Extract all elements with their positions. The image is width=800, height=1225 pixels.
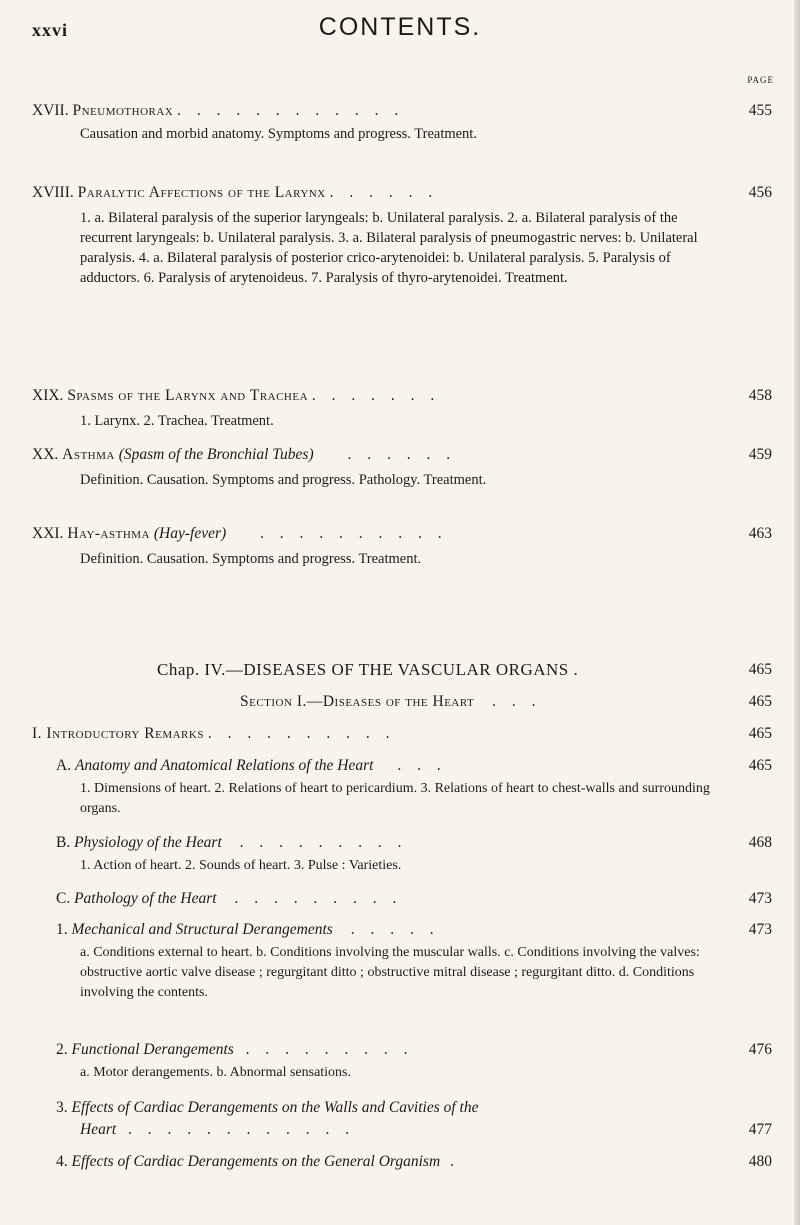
- entry-subtitle: (Hay-fever): [153, 525, 227, 542]
- entry-page: 458: [748, 387, 772, 404]
- subentry-description: a. Motor derangements. b. Abnormal sensations.: [80, 1065, 352, 1080]
- entry-description: Definition. Causation. Symptoms and progress. Pathology. Treatment.: [80, 472, 487, 488]
- entry-page: 455: [748, 102, 772, 119]
- subentry-title: Effects of Cardiac Derangements on the General Organism: [71, 1153, 441, 1170]
- toc-subentry: [56, 920, 440, 940]
- entry-subtitle: (Spasm of the Bronchial Tubes): [118, 446, 314, 463]
- subentry-description: 1. Dimensions of heart. 2. Relations of heart to pericardium. 3. Relations of heart to chest-walls and surrounding organs.: [80, 781, 710, 816]
- section-title: Section I.—Diseases of the Heart: [240, 693, 475, 710]
- entry-title: Spasms of the Larynx and Trachea: [67, 387, 309, 404]
- subentry-title-continued: Heart: [80, 1121, 117, 1138]
- subentry-page: 476: [748, 1041, 772, 1058]
- chapter-heading: [157, 660, 578, 680]
- entry-number: XVII.: [32, 102, 69, 119]
- subentry-letter: B.: [56, 834, 71, 851]
- page-column-label: PAGE: [747, 75, 774, 85]
- entry-number: XVIII.: [32, 184, 74, 201]
- entry-description: 1. a. Bilateral paralysis of the superior laryngeals: b. Unilateral paralysis. 2. a. Bilateral paralysis of the recurrent laryngeals: b. Unilateral paralysis. 3. a. Bilateral paralysis of pneumogastric nerves: b. Unilateral paralysis. 4. a. Bilateral paralysis of posterior crico-arytenoidei: b. Unilateral paralysis. 5. Paralysis of adductors. 6. Paralysis of arytenoideus. 7. Paralysis of thyro-arytenoidei. Treatment.: [80, 210, 698, 286]
- subentry-letter: 1.: [56, 921, 68, 938]
- toc-entry: [32, 724, 395, 744]
- toc-subentry-continued: [80, 1120, 355, 1140]
- leader-dots: . . . . . . . . . . . .: [128, 1121, 356, 1138]
- leader-dots: . . . . . . . . .: [239, 834, 408, 851]
- subentry-page: 473: [748, 921, 772, 938]
- entry-number: XXI.: [32, 525, 64, 542]
- entry-title: Pneumothorax: [72, 102, 174, 119]
- subentry-title: Physiology of the Heart: [74, 834, 222, 851]
- entry-page: 456: [748, 184, 772, 201]
- leader-dots: . . . . . . . . . .: [207, 725, 396, 742]
- leader-dots: . . . . .: [350, 921, 440, 938]
- subentry-page: 465: [748, 757, 772, 774]
- leader-dots: . . . . . .: [347, 446, 457, 463]
- entry-title: Paralytic Affections of the Larynx: [77, 184, 326, 201]
- page-edge-shadow: [794, 0, 800, 1225]
- subentry-title: Functional Derangements: [71, 1041, 234, 1058]
- toc-entry: [32, 524, 448, 544]
- entry-title: Hay-asthma: [67, 525, 150, 542]
- entry-number: XX.: [32, 446, 59, 463]
- leader-dots: . . . . . . . . . . . .: [177, 102, 405, 119]
- toc-subentry: [56, 1152, 460, 1172]
- subentry-title: Effects of Cardiac Derangements on the Walls and Cavities of the: [71, 1099, 479, 1116]
- page-number: xxvi: [32, 20, 69, 40]
- subentry-title: Pathology of the Heart: [74, 890, 217, 907]
- leader-dots: . . . . . . . . .: [245, 1041, 414, 1058]
- subentry-title: Mechanical and Structural Derangements: [71, 921, 333, 938]
- leader-dots: . . . . . . . . . .: [260, 525, 448, 542]
- entry-page: 465: [748, 725, 772, 742]
- page-title: CONTENTS.: [318, 13, 482, 41]
- entry-page: 463: [748, 525, 772, 542]
- toc-entry: [32, 101, 404, 121]
- subentry-letter: C.: [56, 890, 71, 907]
- leader-dots: . . . . . . . . .: [234, 890, 403, 907]
- section-page: 465: [748, 693, 772, 710]
- entry-description: 1. Larynx. 2. Trachea. Treatment.: [80, 413, 274, 429]
- toc-entry: [32, 386, 440, 406]
- leader-dots: . . .: [397, 757, 447, 774]
- leader-dots: . . .: [492, 693, 542, 710]
- subentry-letter: 4.: [56, 1153, 68, 1170]
- toc-subentry: [56, 756, 447, 776]
- leader-dots: . . . . . . .: [311, 387, 441, 404]
- subentry-page: 468: [748, 834, 772, 851]
- leader-dots: .: [450, 1153, 460, 1170]
- subentry-description: 1. Action of heart. 2. Sounds of heart. 3. Pulse : Varieties.: [80, 858, 402, 873]
- subentry-description: a. Conditions external to heart. b. Conditions involving the muscular walls. c. Conditions involving the valves: obstructive aortic valve disease ; regurgitant ditto ; obstructive mitral disease ; regurgitant ditto. d. Conditions involving the contents.: [80, 945, 700, 1000]
- entry-description: Definition. Causation. Symptoms and progress. Treatment.: [80, 551, 422, 567]
- toc-entry: [32, 183, 438, 203]
- toc-entry: [32, 445, 456, 465]
- entry-title: Asthma: [62, 446, 115, 463]
- subentry-page: 480: [748, 1153, 772, 1170]
- entry-description: Causation and morbid anatomy. Symptoms and progress. Treatment.: [80, 126, 477, 142]
- subentry-letter: 3.: [56, 1099, 68, 1116]
- subentry-title: Anatomy and Anatomical Relations of the Heart: [74, 757, 374, 774]
- subentry-letter: A.: [56, 757, 72, 774]
- entry-number: XIX.: [32, 387, 64, 404]
- subentry-letter: 2.: [56, 1041, 68, 1058]
- subentry-page: 477: [748, 1121, 772, 1138]
- chapter-title: Chap. IV.—DISEASES OF THE VASCULAR ORGANS: [157, 660, 569, 679]
- chapter-page: 465: [748, 661, 772, 678]
- subentry-page: 473: [748, 890, 772, 907]
- leader-dots: .: [573, 660, 579, 679]
- toc-subentry: [56, 1098, 478, 1118]
- section-heading: [240, 692, 542, 712]
- entry-title: I. Introductory Remarks: [32, 725, 204, 742]
- entry-page: 459: [748, 446, 772, 463]
- toc-subentry: [56, 833, 408, 853]
- toc-subentry: [56, 1040, 414, 1060]
- leader-dots: . . . . . .: [329, 184, 439, 201]
- toc-subentry: [56, 889, 402, 909]
